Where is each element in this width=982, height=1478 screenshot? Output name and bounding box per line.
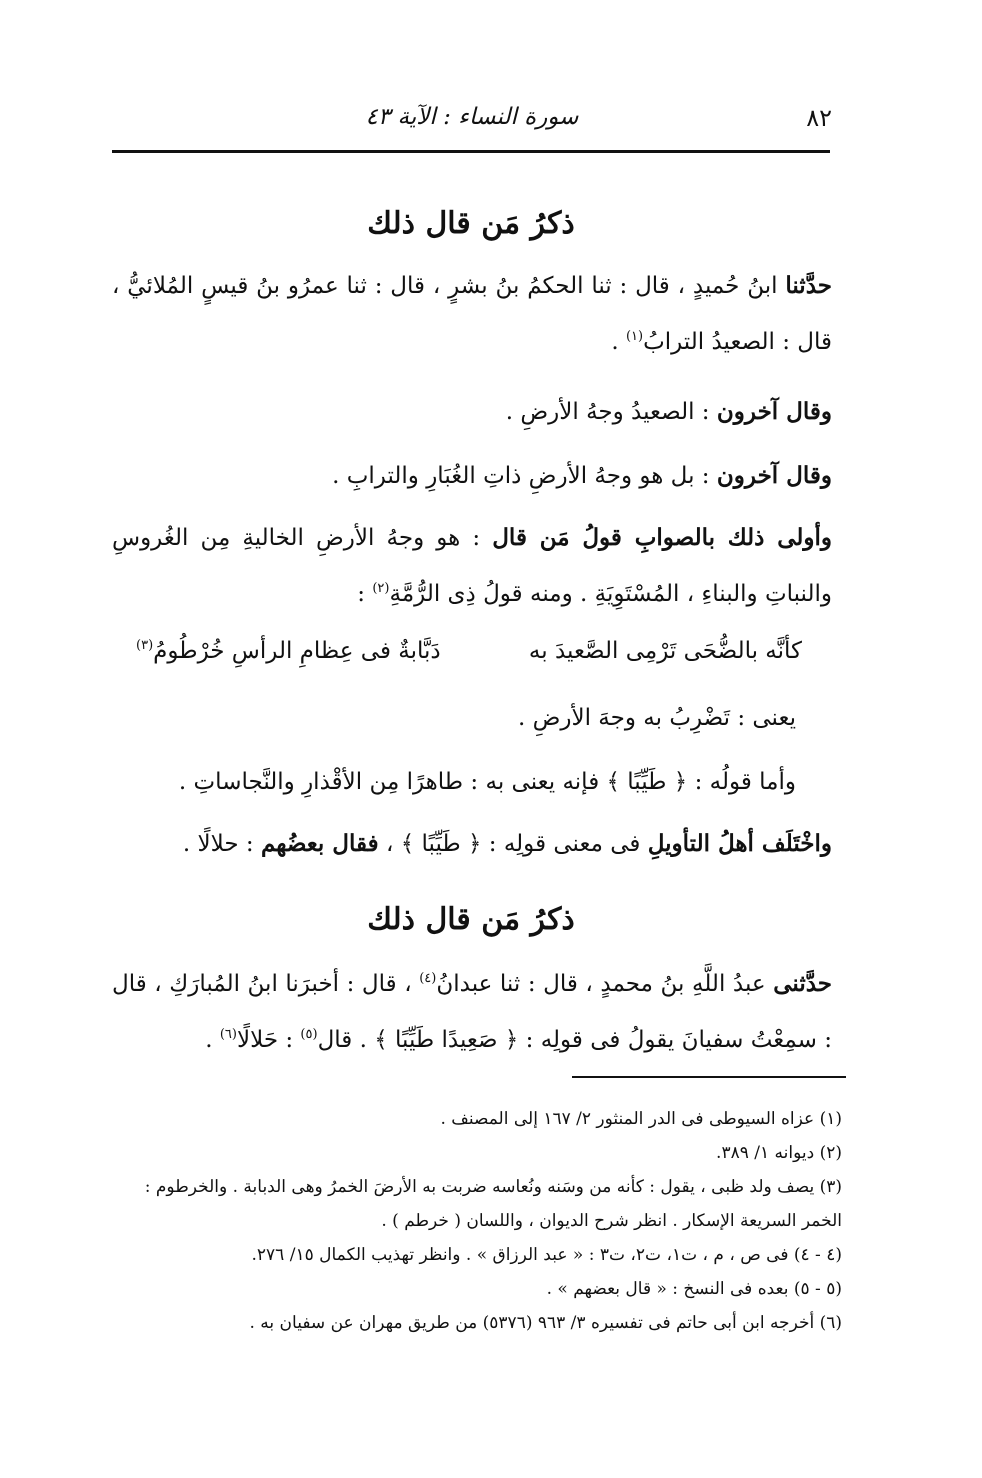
paragraph-lead-2: فقال بعضُهم bbox=[260, 830, 379, 857]
paragraph-8 bbox=[112, 956, 832, 1068]
paragraph-text: يعنى : تَضْرِبُ به وجهَ الأرضِ . bbox=[517, 705, 796, 731]
paragraph-text: وأما قولُه : ﴿ طَيِّبًا ﴾ فإنه يعنى به : طاهرًا مِن الأقْذارِ والنَّجاساتِ . bbox=[178, 769, 796, 795]
paragraph-lead: حدَّثنا bbox=[785, 272, 832, 299]
paragraph-text: فى معنى قولِه : ﴿ طَيِّبًا ﴾ ، bbox=[378, 831, 648, 857]
section-heading-2: ذكرُ مَن قال ذلك bbox=[367, 902, 575, 937]
paragraph-lead: حدَّثنى bbox=[773, 970, 833, 997]
footnote-ref-1[interactable]: (١) bbox=[625, 329, 644, 344]
paragraph-4 bbox=[112, 510, 832, 622]
paragraph-text-2: ، قال : أخبرَنا ابنُ المُبارَكِ ، قال : سمِعْتُ سفيانَ يقولُ فى قولِه : ﴿ صَعِيدًا طَيِّبًا ﴾ . قال bbox=[112, 971, 832, 1053]
poem-verse bbox=[112, 638, 832, 678]
paragraph-3 bbox=[112, 448, 832, 504]
header-rule bbox=[112, 150, 830, 153]
footnote-ref-4[interactable]: (٤) bbox=[419, 971, 437, 986]
paragraph-6 bbox=[112, 754, 796, 810]
footnote-ref-5[interactable]: (٥) bbox=[300, 1027, 318, 1042]
paragraph-text: : الصعيدُ وجهُ الأرضِ . bbox=[505, 399, 717, 425]
paragraph-end: : bbox=[357, 581, 373, 607]
footnote-4: (٤ - ٤) فى ص ، م ، ت١، ت٢، ت٣ : « عبد الرزاق » . وانظر تهذيب الكمال ١٥/ ٢٧٦. bbox=[251, 1245, 842, 1265]
hemistich-text: دَبَّابةٌ فى عِظامِ الرأسِ خُرْطُومُ bbox=[153, 638, 441, 664]
footnote-ref-3[interactable]: (٣) bbox=[136, 638, 154, 653]
paragraph-end: : حلالًا . bbox=[182, 831, 261, 857]
footnote-ref-2[interactable]: (٢) bbox=[372, 581, 390, 596]
footnote-1: (١) عزاه السيوطى فى الدر المنثور ٢/ ١٦٧ إلى المصنف . bbox=[440, 1109, 842, 1129]
page-number: ٨٢ bbox=[806, 104, 832, 132]
paragraph-lead: وأولى ذلك بالصوابِ قولُ مَن قال bbox=[492, 524, 832, 551]
paragraph-lead: واخْتَلَف أهلُ التأويلِ bbox=[647, 830, 832, 857]
poem-hemistich-left bbox=[136, 638, 441, 664]
paragraph-text-1: عبدُ اللَّهِ بنُ محمدٍ ، قال : ثنا عبدانُ bbox=[436, 971, 774, 997]
paragraph-text-3: : حَلالًا bbox=[236, 1027, 301, 1053]
page-header bbox=[112, 98, 832, 138]
paragraph-5 bbox=[112, 690, 796, 746]
footnote-5: (٥ - ٥) بعده فى النسخ : « قال بعضهم » . bbox=[546, 1279, 842, 1299]
paragraph-lead: وقال آخرون bbox=[716, 462, 832, 489]
paragraph-2 bbox=[112, 384, 832, 440]
footnote-6: (٦) أخرجه ابن أبى حاتم فى تفسيره ٣/ ٩٦٣ (٥٣٧٦) من طريق مهران عن سفيان به . bbox=[249, 1313, 842, 1333]
footnote-2: (٢) ديوانه ١/ ٣٨٩. bbox=[716, 1143, 842, 1163]
poem-hemistich-right: كأنَّه بالضُّحَى تَرْمِى الصَّعيدَ به bbox=[528, 638, 802, 664]
paragraph-lead: وقال آخرون bbox=[716, 398, 832, 425]
footnote-3: (٣) يصف ولد ظبى ، يقول : كأنه من وسَنه ونُعاسه ضربت به الأرضَ الخمرُ وهى الدبابة . والخرطوم : الخمر السريعة الإسكار . انظر شرح الديوان ، واللسان ( خرطم ) . bbox=[144, 1177, 842, 1231]
footnote-rule bbox=[572, 1076, 846, 1078]
section-heading-1: ذكرُ مَن قال ذلك bbox=[367, 206, 575, 241]
paragraph-7 bbox=[112, 816, 832, 872]
footnote-ref-6[interactable]: (٦) bbox=[219, 1027, 237, 1042]
paragraph-end: . bbox=[205, 1027, 220, 1053]
paragraph-end: . bbox=[611, 329, 626, 355]
running-title: سورة النساء : الآية ٤٣ bbox=[365, 104, 579, 130]
footnotes bbox=[120, 1102, 842, 1340]
paragraph-text: ابنُ حُميدٍ ، قال : ثنا الحكمُ بنُ بشرٍ ، قال : ثنا عمرُو بنُ قيسٍ المُلائيُّ ، قال : الصعيدُ الترابُ bbox=[112, 273, 832, 355]
paragraph-text: : بل هو وجهُ الأرضِ ذاتِ الغُبَارِ والترابِ . bbox=[332, 463, 717, 489]
paragraph-text: : هو وجهُ الأرضِ الخاليةِ مِن الغُروسِ والنباتِ والبناءِ ، المُسْتَوِيَةِ . ومنه قولُ ذِى الرُّمَّةِ bbox=[112, 525, 832, 607]
paragraph-1 bbox=[112, 258, 832, 370]
